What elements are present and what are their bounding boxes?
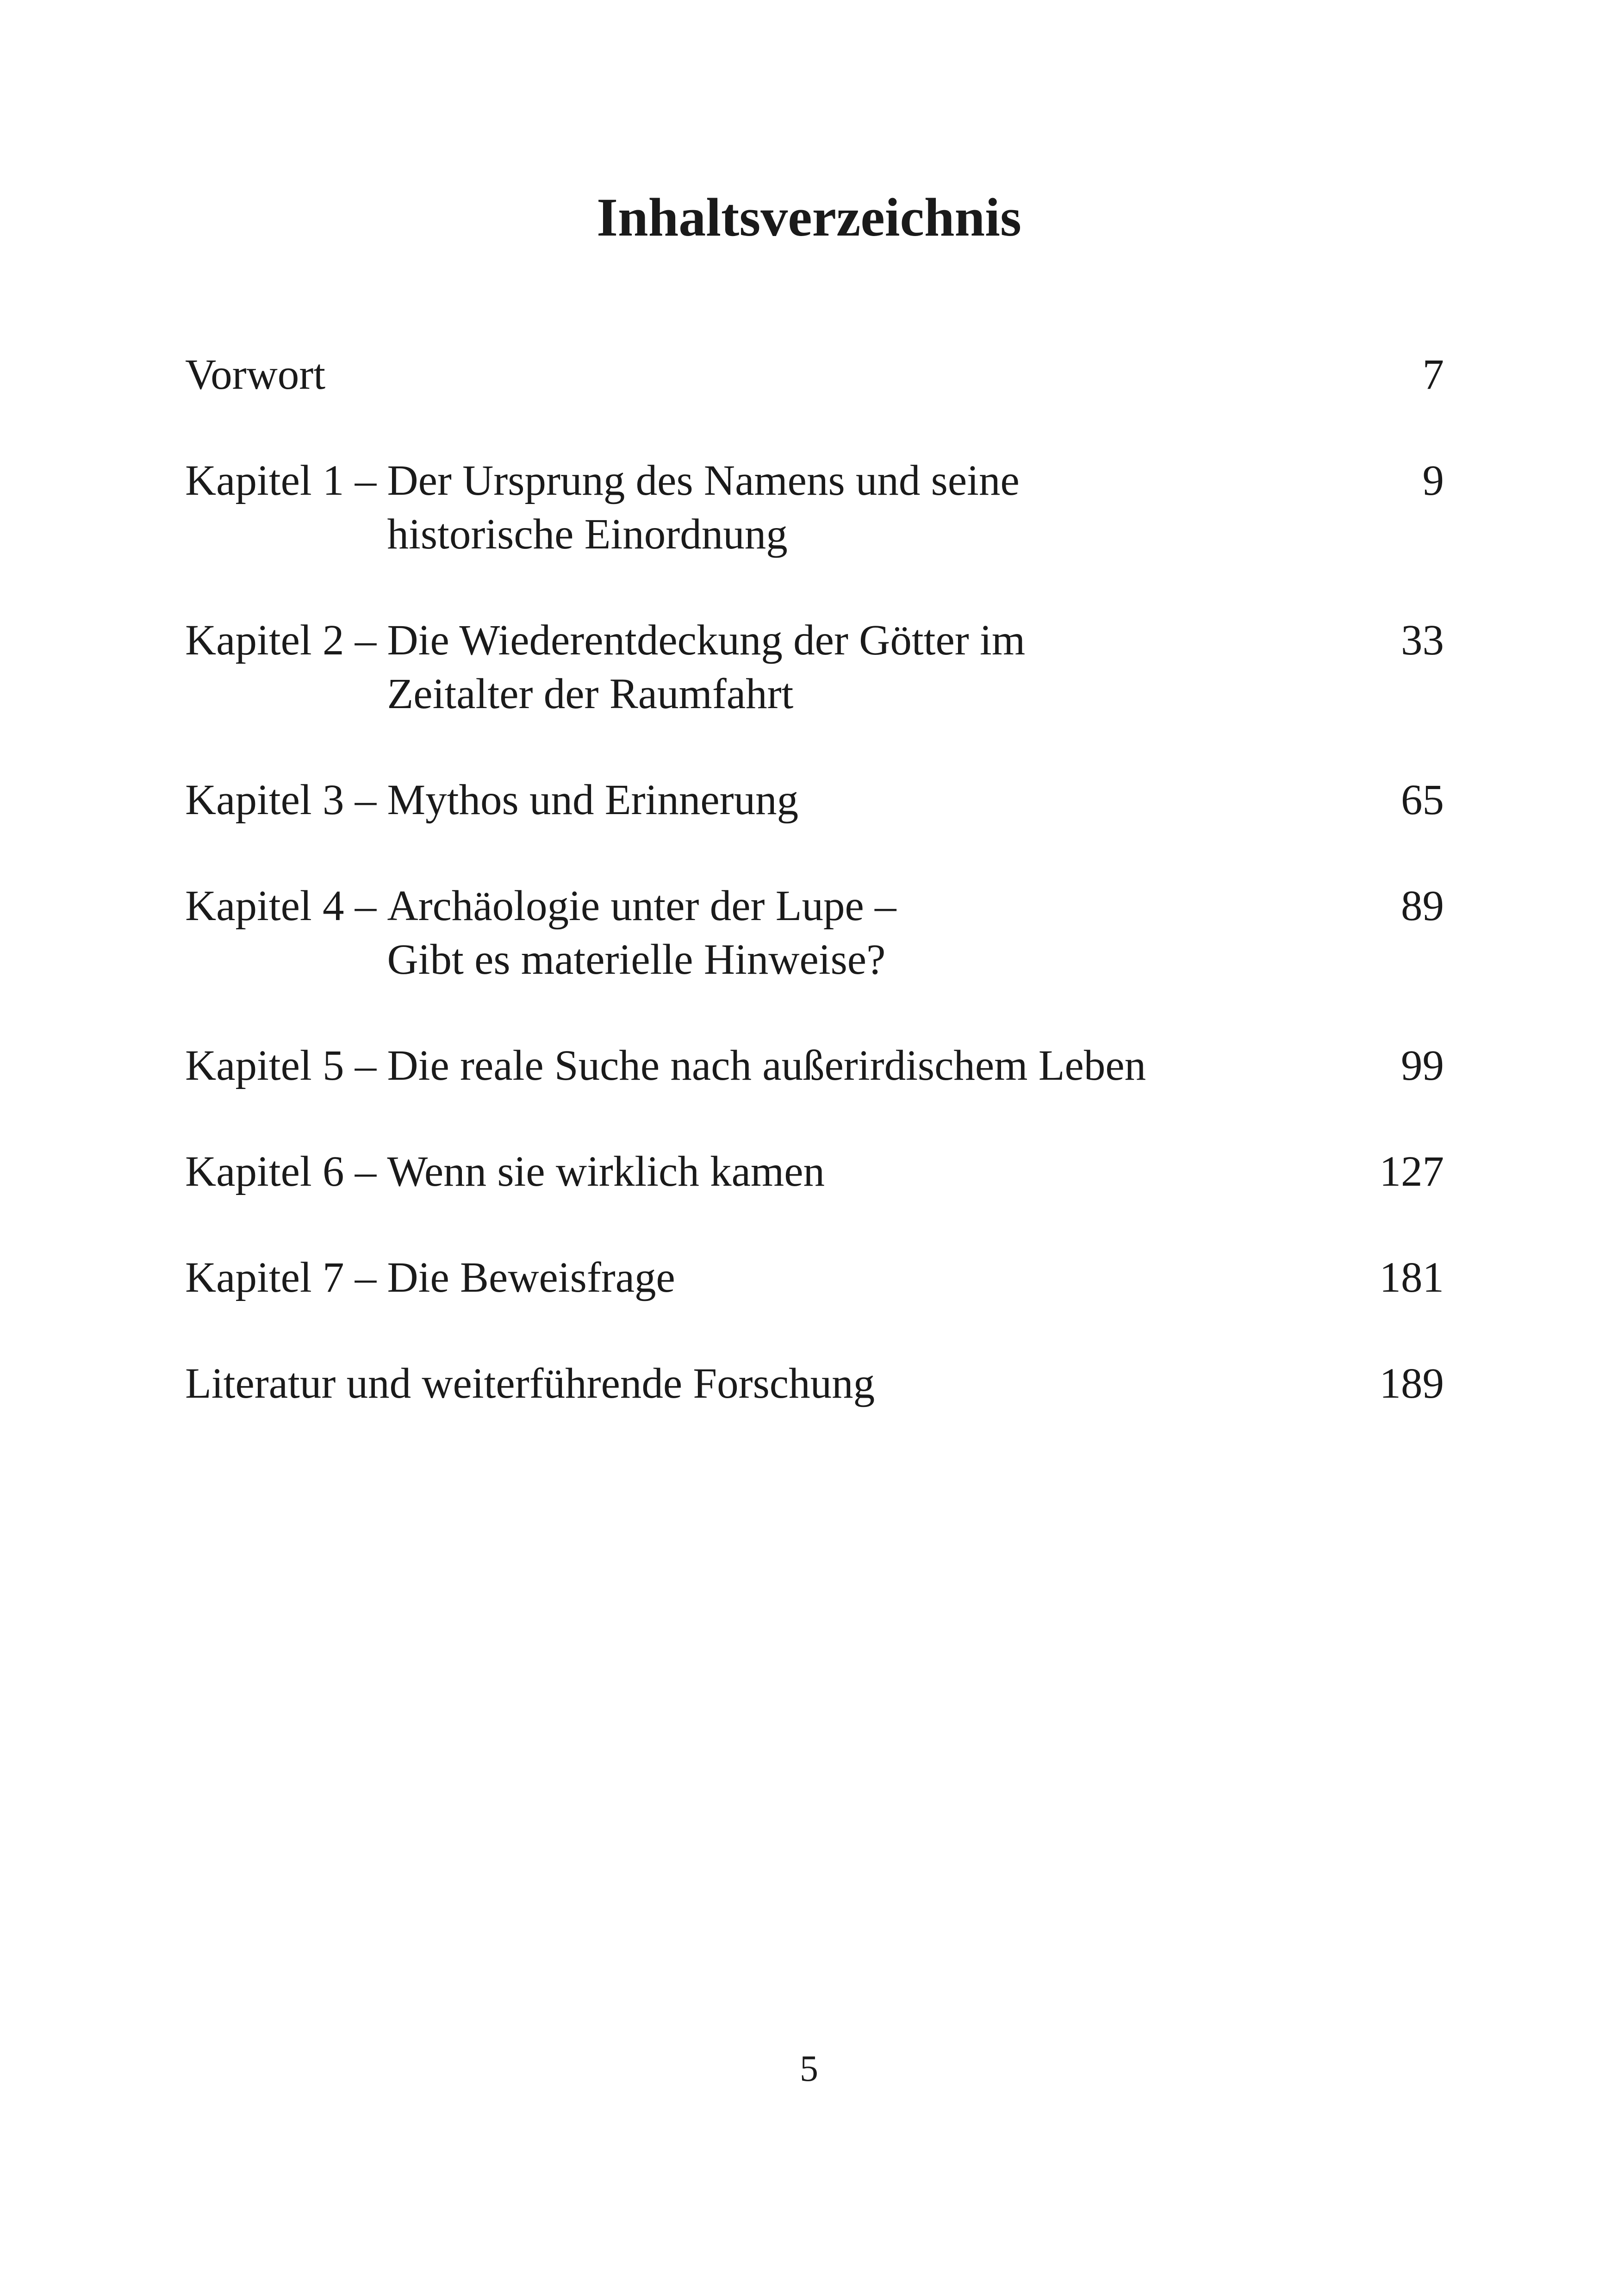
toc-entry-kapitel-7: [185, 1251, 1444, 1305]
toc-entry-page: 189: [1379, 1360, 1444, 1407]
toc-entry-prefix: Kapitel 2 –: [185, 616, 387, 664]
page-title: Inhaltsverzeichnis: [597, 187, 1021, 248]
toc-entry-title: [387, 879, 1351, 987]
toc-entry-page: 7: [1422, 351, 1444, 398]
toc-entry-title: [387, 1145, 1351, 1199]
toc-entry-page: 9: [1422, 457, 1444, 504]
toc-entry-title-line: Gibt es materielle Hinweise?: [387, 936, 886, 983]
toc-entry-title-line: Die Wiederentdeckung der Götter im: [387, 616, 1026, 664]
toc-entry-title-line: historische Einordnung: [387, 510, 788, 558]
toc-entry-vorwort: [185, 348, 1444, 402]
toc-entry-prefix: Kapitel 4 –: [185, 882, 387, 930]
toc-entry-title: [185, 348, 1351, 402]
toc-entry-kapitel-1: [185, 454, 1444, 561]
toc-entry-prefix: Kapitel 3 –: [185, 776, 387, 824]
toc-entry-prefix: Kapitel 7 –: [185, 1254, 387, 1301]
toc-entry-title: [387, 454, 1351, 561]
toc-entry-kapitel-6: [185, 1145, 1444, 1199]
page-number: 5: [800, 2048, 818, 2089]
toc-entry-page: 127: [1379, 1148, 1444, 1195]
toc-entry-title-line: Die Beweisfrage: [387, 1254, 675, 1301]
toc-entry-title-line: Der Ursprung des Namens und seine: [387, 457, 1020, 504]
toc-entry-page: 33: [1401, 616, 1444, 664]
toc-entry-title-line: Wenn sie wirklich kamen: [387, 1148, 825, 1195]
toc-entry-title-line: Die reale Suche nach außerirdischem Leben: [387, 1042, 1146, 1089]
toc-entry-title: [185, 1357, 1351, 1411]
toc-entry-prefix: Kapitel 1 –: [185, 457, 387, 504]
toc-entry-page: 181: [1379, 1254, 1444, 1301]
toc-entry-title-line: Vorwort: [185, 351, 326, 398]
toc-entry-kapitel-2: [185, 614, 1444, 721]
toc-entry-title-line: Archäologie unter der Lupe –: [387, 882, 896, 930]
toc-entry-page: 65: [1401, 776, 1444, 824]
toc-entry-page: 99: [1401, 1042, 1444, 1089]
table-of-contents: [185, 348, 1444, 1463]
toc-entry-prefix: Kapitel 5 –: [185, 1042, 387, 1089]
toc-entry-title-line: Mythos und Erinnerung: [387, 776, 799, 824]
toc-entry-kapitel-4: [185, 879, 1444, 987]
toc-entry-title: [387, 773, 1351, 827]
toc-entry-title-line: Literatur und weiterführende Forschung: [185, 1360, 875, 1407]
toc-entry-kapitel-3: [185, 773, 1444, 827]
toc-entry-title: [387, 614, 1351, 721]
toc-entry-kapitel-5: [185, 1039, 1444, 1093]
toc-entry-title: [387, 1251, 1351, 1305]
toc-entry-title-line: Zeitalter der Raumfahrt: [387, 670, 794, 718]
toc-entry-prefix: Kapitel 6 –: [185, 1148, 387, 1195]
toc-entry-page: 89: [1401, 882, 1444, 930]
toc-entry-literatur: [185, 1357, 1444, 1411]
toc-entry-title: [387, 1039, 1351, 1093]
